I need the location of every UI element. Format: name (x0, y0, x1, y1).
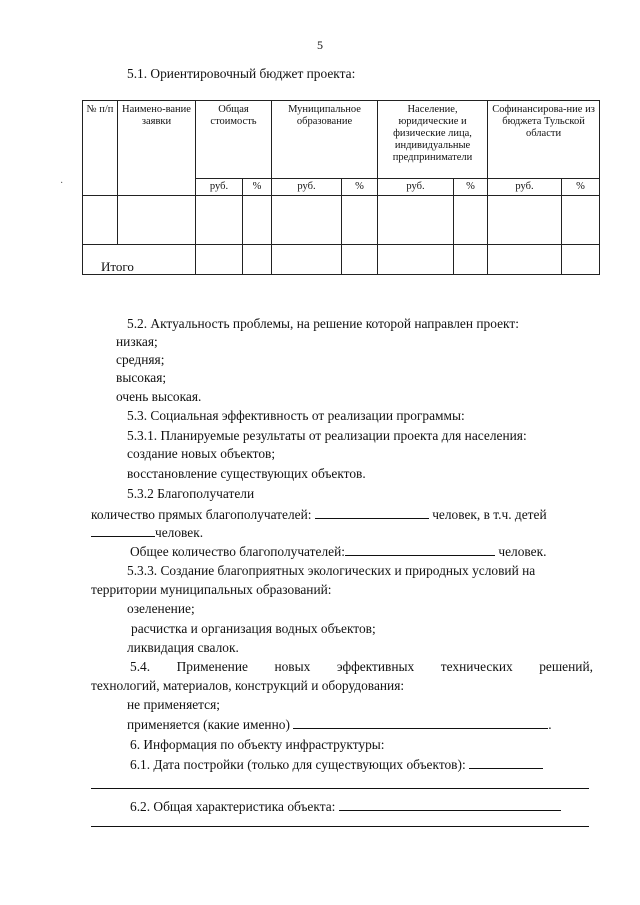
table-cell (272, 245, 342, 275)
direct-beneficiaries-line (91, 506, 547, 523)
table-cell (488, 196, 562, 245)
page-number: 5 (317, 38, 323, 52)
total-row-label: Итого (83, 245, 196, 275)
unit-pct: % (342, 179, 378, 196)
total-row (83, 245, 600, 275)
item-6-2-label: 6.2. Общая характеристика объекта: (130, 799, 336, 814)
section-5-4-word: технических (440, 659, 513, 674)
build-date-continuation-line[interactable] (91, 788, 589, 789)
direct-beneficiaries-blank[interactable] (315, 506, 429, 519)
table-cell (378, 196, 454, 245)
table-cell (454, 196, 488, 245)
section-5-1-title: 5.1. Ориентировочный бюджет проекта: (127, 66, 356, 81)
eco-option: озеленение; (127, 601, 195, 616)
build-date-blank[interactable] (469, 756, 543, 769)
unit-pct: % (454, 179, 488, 196)
table-cell (196, 245, 243, 275)
item-6-1-label: 6.1. Дата постройки (только для существующих объектов): (130, 757, 466, 772)
children-blank[interactable] (91, 524, 155, 537)
unit-pct: % (243, 179, 272, 196)
object-characteristics-blank[interactable] (339, 798, 561, 811)
header-municipality: Муниципальное образование (272, 101, 378, 179)
table-cell (243, 196, 272, 245)
section-5-3-3-title: 5.3.3. Создание благоприятных экологических и природных условий на (127, 563, 536, 578)
table-cell (243, 245, 272, 275)
table-cell (83, 196, 118, 245)
header-num: № п/п (83, 101, 118, 196)
table-row (83, 196, 600, 245)
section-5-3-1-title: 5.3.1. Планируемые результаты от реализации проекта для населения: (127, 428, 527, 443)
object-characteristics-continuation-line[interactable] (91, 826, 589, 827)
result-option: восстановление существующих объектов. (127, 466, 366, 481)
section-5-4-word: эффективных (336, 659, 415, 674)
section-5-4-title-cont: технологий, материалов, конструкций и оборудования: (91, 678, 405, 693)
unit-rub: руб. (196, 179, 243, 196)
table-cell (272, 196, 342, 245)
tech-option-not-applied: не применяется; (127, 697, 221, 712)
table-cell (378, 245, 454, 275)
table-cell (562, 196, 600, 245)
item-6-1-line (130, 756, 543, 773)
budget-table (82, 100, 600, 275)
unit-rub: руб. (378, 179, 454, 196)
total-beneficiaries-suffix: человек. (498, 544, 547, 559)
section-5-4-word: решений, (539, 659, 593, 674)
section-5-2-title: 5.2. Актуальность проблемы, на решение которой направлен проект: (127, 316, 519, 331)
item-6-2-line (130, 798, 561, 815)
relevance-option: низкая; (116, 334, 158, 349)
table-cell (342, 196, 378, 245)
tech-option-applied-label: применяется (какие именно) (127, 717, 290, 732)
total-beneficiaries-line (130, 543, 546, 560)
section-5-4-title (130, 659, 593, 675)
tech-applied-blank[interactable] (293, 716, 548, 729)
section-5-3-title: 5.3. Социальная эффективность от реализации программы: (127, 408, 465, 423)
relevance-option: высокая; (116, 370, 167, 385)
header-cofinancing: Софинансирова-ние из бюджета Тульской области (488, 101, 600, 179)
tech-option-applied-line (127, 716, 552, 733)
eco-option: расчистка и организация водных объектов; (131, 621, 376, 636)
table-cell (488, 245, 562, 275)
table-cell (562, 245, 600, 275)
section-5-4-word: 5.4. (130, 659, 151, 674)
scan-mark: · (60, 178, 64, 189)
table-cell (454, 245, 488, 275)
direct-beneficiaries-label: количество прямых благополучателей: (91, 507, 312, 522)
table-cell (118, 196, 196, 245)
table-cell (196, 196, 243, 245)
section-5-4-word: Применение (176, 659, 248, 674)
section-5-3-3-title-cont: территории муниципальных образований: (91, 582, 332, 597)
unit-rub: руб. (272, 179, 342, 196)
header-population: Население, юридические и физические лица, индивидуальные предприниматели (378, 101, 488, 179)
unit-rub: руб. (488, 179, 562, 196)
direct-beneficiaries-suffix: человек, в т.ч. детей (432, 507, 547, 522)
header-name: Наимено-вание заявки (118, 101, 196, 196)
table-cell (342, 245, 378, 275)
total-beneficiaries-label: Общее количество благополучателей: (130, 544, 345, 559)
total-beneficiaries-blank[interactable] (345, 543, 495, 556)
section-6-title: 6. Информация по объекту инфраструктуры: (130, 737, 385, 752)
section-5-3-2-title: 5.3.2 Благополучатели (127, 486, 255, 501)
header-total-cost: Общая стоимость (196, 101, 272, 179)
children-suffix: человек. (155, 525, 204, 540)
section-5-4-word: новых (274, 659, 311, 674)
children-line (91, 524, 203, 541)
tech-applied-dot: . (548, 717, 552, 732)
result-option: создание новых объектов; (127, 446, 276, 461)
relevance-option: средняя; (116, 352, 165, 367)
eco-option: ликвидация свалок. (127, 640, 239, 655)
relevance-option: очень высокая. (116, 389, 202, 404)
unit-pct: % (562, 179, 600, 196)
